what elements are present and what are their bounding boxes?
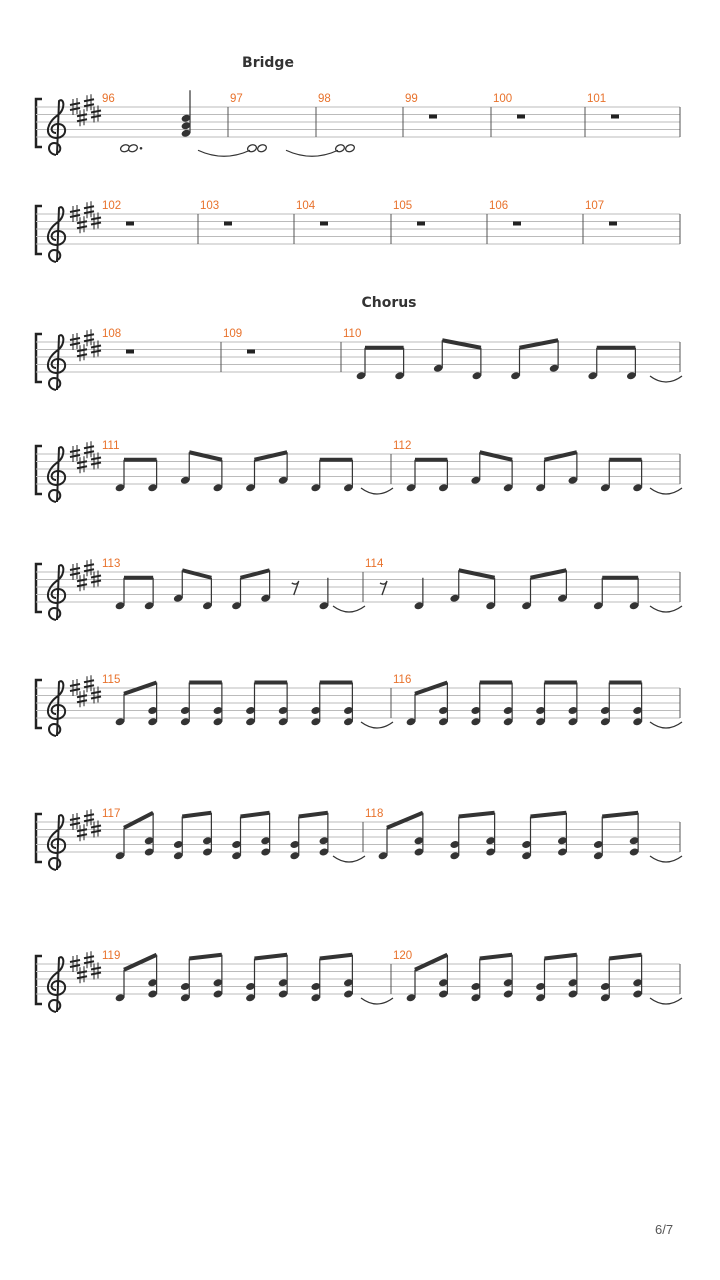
sharp-icon (77, 824, 87, 841)
measure-number: 99 (405, 93, 418, 105)
note (180, 683, 191, 727)
note (557, 813, 568, 857)
treble-clef-icon (48, 815, 65, 870)
tie (361, 998, 393, 1004)
note (568, 955, 579, 999)
note (632, 955, 643, 999)
measure-number: 110 (343, 328, 362, 340)
beam (459, 570, 495, 578)
treble-clef-icon (48, 207, 65, 262)
tie (333, 856, 365, 862)
half-rest-icon (126, 350, 134, 354)
half-rest-icon (224, 222, 232, 226)
beam (320, 955, 353, 959)
note (345, 144, 356, 153)
beam (241, 813, 270, 817)
tie (650, 856, 682, 862)
beam (299, 813, 328, 817)
note (231, 817, 242, 861)
measure-number: 113 (102, 558, 121, 570)
beam (520, 340, 559, 348)
tie (650, 998, 682, 1004)
measure-number: 105 (393, 200, 413, 212)
note (202, 813, 213, 857)
note (343, 683, 354, 727)
system-bracket (36, 564, 42, 612)
beam (189, 452, 222, 460)
system-bracket (36, 680, 42, 728)
beam (531, 570, 567, 578)
half-rest-icon (247, 350, 255, 354)
treble-clef-icon (48, 335, 65, 390)
measure-number: 117 (102, 808, 121, 820)
note (245, 683, 256, 727)
note (310, 683, 321, 727)
note (343, 955, 354, 999)
page-number: 6/7 (655, 1222, 674, 1237)
beam (124, 955, 157, 970)
beam (124, 813, 153, 828)
sharp-icon (77, 344, 87, 361)
note (485, 813, 496, 857)
note (147, 683, 158, 727)
staff-system (36, 808, 682, 870)
sharp-icon (84, 951, 94, 968)
beam (255, 452, 288, 460)
staff-system (36, 674, 682, 736)
measure-number: 120 (393, 950, 413, 962)
treble-clef-icon (48, 447, 65, 502)
note (568, 683, 579, 727)
sharp-icon (77, 574, 87, 591)
measure-number: 108 (102, 328, 122, 340)
beam (255, 955, 288, 959)
beam (545, 452, 577, 460)
note (289, 817, 300, 861)
tie (650, 722, 682, 728)
note (449, 817, 460, 861)
measure-number: 116 (393, 674, 412, 686)
beam (415, 955, 447, 970)
notehead (345, 144, 356, 153)
section-label: Bridge (242, 55, 294, 71)
sharp-icon (84, 329, 94, 346)
note (173, 817, 184, 861)
note (503, 683, 514, 727)
beam (182, 570, 211, 578)
half-rest-icon (513, 222, 521, 226)
treble-clef-icon (48, 565, 65, 620)
sharp-icon (77, 109, 87, 126)
note (213, 683, 224, 727)
measure-number: 96 (102, 93, 115, 105)
section-label: Chorus (361, 295, 417, 311)
beam (602, 813, 638, 817)
treble-clef-icon (48, 100, 65, 155)
eighth-rest-icon (292, 581, 299, 595)
beam (531, 813, 567, 817)
system-bracket (36, 814, 42, 862)
measure-number: 109 (223, 328, 243, 340)
measure-number: 106 (489, 200, 509, 212)
note (278, 955, 289, 999)
note (414, 813, 425, 857)
note (438, 683, 449, 727)
system-bracket (36, 446, 42, 494)
beam (189, 955, 222, 959)
sharp-icon (84, 201, 94, 218)
note (470, 959, 481, 1003)
note (593, 817, 604, 861)
note (600, 683, 611, 727)
dot (140, 147, 143, 150)
system-bracket (36, 334, 42, 382)
staff-system (36, 295, 682, 390)
measure-number: 103 (200, 200, 220, 212)
sharp-icon (77, 966, 87, 983)
note (629, 813, 640, 857)
note (535, 959, 546, 1003)
measure-number: 115 (102, 674, 121, 686)
measure-number: 107 (585, 200, 605, 212)
note (147, 955, 158, 999)
note (535, 683, 546, 727)
measure-number: 98 (318, 93, 331, 105)
half-rest-icon (609, 222, 617, 226)
system-bracket (36, 99, 42, 147)
measure-number: 104 (296, 200, 316, 212)
half-rest-icon (429, 115, 437, 119)
half-rest-icon (417, 222, 425, 226)
note (180, 959, 191, 1003)
staff-system (36, 950, 682, 1012)
note (632, 683, 643, 727)
tie (286, 150, 338, 156)
tie (361, 722, 393, 728)
sharp-icon (84, 675, 94, 692)
measure-number: 97 (230, 93, 243, 105)
staff-system (36, 55, 680, 156)
note (470, 683, 481, 727)
note (319, 813, 330, 857)
notehead (128, 144, 139, 153)
measure-number: 112 (393, 440, 412, 452)
note (213, 955, 224, 999)
note (128, 144, 139, 153)
measure-number: 114 (365, 558, 384, 570)
beam (241, 570, 270, 578)
sharp-icon (77, 690, 87, 707)
sharp-icon (84, 809, 94, 826)
beam (480, 452, 512, 460)
sharp-icon (84, 441, 94, 458)
tie (333, 606, 365, 612)
sharp-icon (84, 559, 94, 576)
beam (182, 813, 211, 817)
note (278, 683, 289, 727)
measure-number: 119 (102, 950, 121, 962)
beam (442, 340, 481, 348)
beam (609, 955, 641, 959)
note (245, 959, 256, 1003)
staff-system (36, 558, 682, 620)
tie (198, 150, 250, 156)
beam (480, 955, 512, 959)
notehead (257, 144, 268, 153)
half-rest-icon (517, 115, 525, 119)
tie (650, 376, 682, 382)
tie (361, 488, 393, 494)
beam (545, 955, 577, 959)
beam (459, 813, 495, 817)
eighth-rest-icon (380, 581, 387, 595)
beam (387, 813, 423, 828)
half-rest-icon (320, 222, 328, 226)
half-rest-icon (126, 222, 134, 226)
note (144, 813, 155, 857)
measure-number: 102 (102, 200, 122, 212)
note (310, 959, 321, 1003)
sharp-icon (84, 94, 94, 111)
system-bracket (36, 956, 42, 1004)
note (600, 959, 611, 1003)
half-rest-icon (611, 115, 619, 119)
note (260, 813, 271, 857)
staff-system (36, 200, 680, 262)
treble-clef-icon (48, 957, 65, 1012)
tie (650, 606, 682, 612)
measure-number: 118 (365, 808, 384, 820)
note (521, 817, 532, 861)
measure-number: 111 (102, 440, 120, 452)
measure-number: 100 (493, 93, 513, 105)
measure-number: 101 (587, 93, 607, 105)
staff-system (36, 440, 682, 502)
sharp-icon (77, 456, 87, 473)
treble-clef-icon (48, 681, 65, 736)
system-bracket (36, 206, 42, 254)
sharp-icon (77, 216, 87, 233)
tie (650, 488, 682, 494)
note (503, 955, 514, 999)
note (438, 955, 449, 999)
note (257, 144, 268, 153)
